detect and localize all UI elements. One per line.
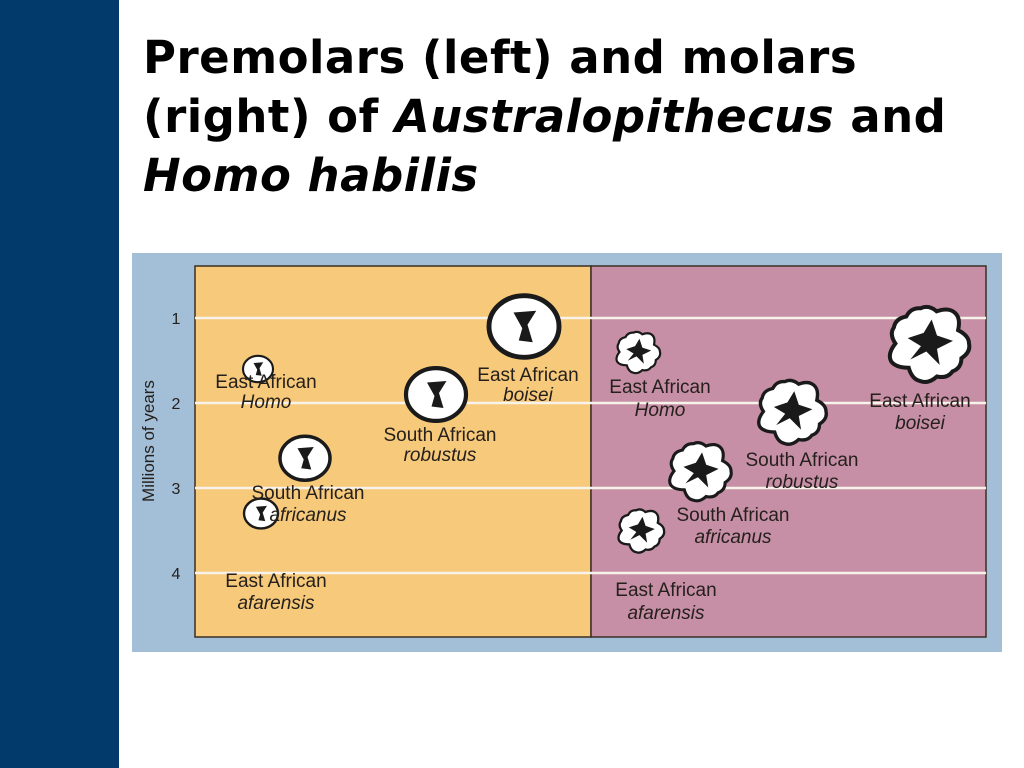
- molar-region-boisei: East African: [869, 391, 971, 412]
- premolar-name-africanus: africanus: [269, 505, 347, 526]
- premolar-label-east-african-afarensis: [225, 571, 326, 614]
- premolar-tooth-africanus: [280, 436, 330, 480]
- molar-name-boisei: boisei: [895, 413, 945, 434]
- slide-title: [143, 28, 1003, 205]
- molar-region-homo: East African: [609, 377, 711, 398]
- y-axis-title: Millions of years: [139, 380, 158, 502]
- title-prefix: Premolars (left) and molars (right) of: [143, 31, 858, 143]
- y-tick-2: 2: [171, 396, 181, 413]
- premolar-region-homo: East African: [215, 372, 317, 393]
- title-genus: Australopithecus: [394, 90, 835, 143]
- premolar-name-robustus: robustus: [403, 445, 477, 466]
- y-tick-1: 1: [171, 311, 181, 328]
- molar-name-africanus: africanus: [694, 527, 772, 548]
- premolar-region-boisei: East African: [477, 365, 579, 386]
- y-tick-3: 3: [171, 481, 181, 498]
- molar-region-afarensis: East African: [615, 580, 717, 601]
- teeth-figure: [132, 253, 1002, 652]
- premolar-name-boisei: boisei: [503, 385, 553, 406]
- molar-region-africanus: South African: [676, 505, 790, 526]
- premolar-region-africanus: South African: [251, 483, 365, 504]
- title-species: Homo habilis: [143, 149, 479, 202]
- molar-name-homo: Homo: [634, 400, 686, 421]
- sidebar-band: [0, 0, 119, 768]
- premolar-name-homo: Homo: [240, 392, 292, 413]
- premolar-region-afarensis: East African: [225, 571, 327, 592]
- premolar-region-robustus: South African: [383, 425, 497, 446]
- premolar-tooth-boisei: [489, 296, 559, 358]
- premolar-name-afarensis: afarensis: [237, 593, 315, 614]
- y-tick-4: 4: [171, 566, 181, 583]
- molar-name-robustus: robustus: [765, 472, 839, 493]
- premolar-tooth-robustus: [406, 368, 466, 421]
- molar-region-robustus: South African: [745, 450, 859, 471]
- title-join: and: [834, 90, 947, 143]
- molar-name-afarensis: afarensis: [627, 603, 705, 624]
